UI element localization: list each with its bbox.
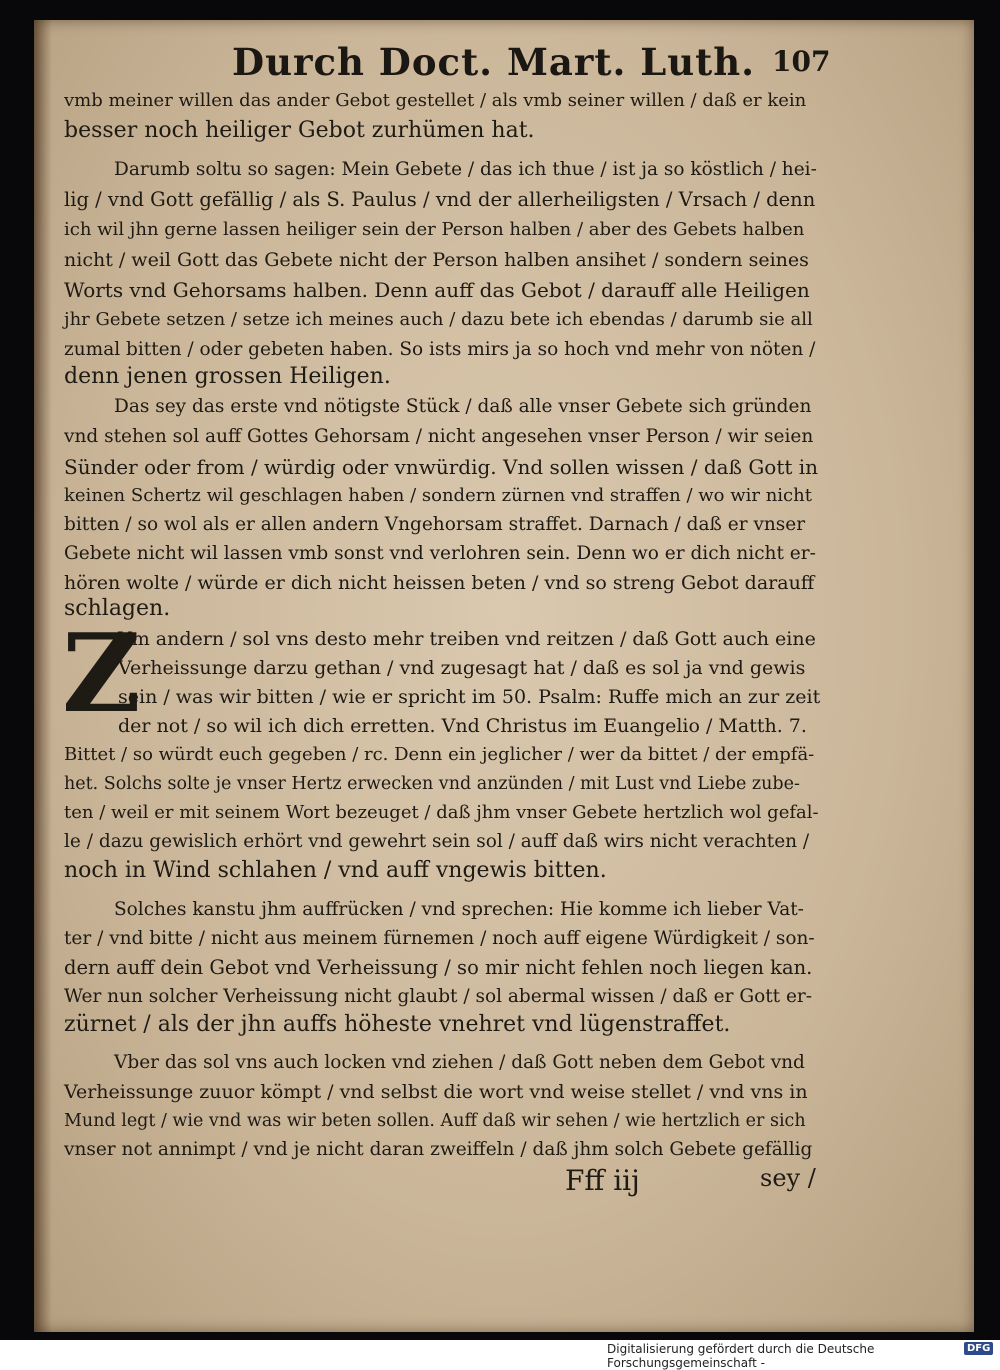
text-line: bitten / so wol als er allen andern Vngehorsam straffet. Darnach / daß er vnser: [64, 514, 806, 535]
text-line: Sünder oder from / würdig oder vnwürdig. Vnd sollen wissen / daß Gott in: [64, 455, 819, 479]
text-line: sein / was wir bitten / wie er spricht im 50. Psalm: Ruffe mich an zur zeit: [118, 686, 821, 708]
text-line: zumal bitten / oder gebeten haben. So ists mirs ja so hoch vnd mehr von nöten /: [64, 339, 816, 360]
text-line: nicht / weil Gott das Gebete nicht der Person halben ansihet / sondern seines: [64, 249, 809, 271]
dfg-logo-icon: DFG: [964, 1342, 993, 1355]
text-line: Das sey das erste vnd nötigste Stück / daß alle vnser Gebete sich gründen: [114, 396, 812, 417]
text-line: vmb meiner willen das ander Gebot gestellet / als vmb seiner willen / daß er kein: [64, 90, 807, 111]
text-line: vnd stehen sol auff Gottes Gehorsam / nicht angesehen vnser Person / wir seien: [64, 426, 814, 447]
text-line: zürnet / als der jhn auffs höheste vnehret vnd lügenstraffet.: [64, 1012, 731, 1037]
text-line: ten / weil er mit seinem Wort bezeuget / daß jhm vnser Gebete hertzlich wol gefal-: [64, 802, 819, 823]
text-line: noch in Wind schlahen / vnd auff vngewis bitten.: [64, 858, 607, 883]
text-line: Mund legt / wie vnd was wir beten sollen. Auff daß wir sehen / wie hertzlich er sich: [64, 1111, 806, 1131]
text-line: jhr Gebete setzen / setze ich meines auch / dazu bete ich ebendas / darumb sie all: [64, 309, 813, 330]
text-line: Vber das sol vns auch locken vnd ziehen / daß Gott neben dem Gebot vnd: [114, 1052, 805, 1073]
decorated-initial-letter: Z: [62, 611, 141, 737]
digitization-credit: Digitalisierung gefördert durch die Deutsche Forschungsgemeinschaft -: [607, 1342, 875, 1370]
text-line: ich wil jhn gerne lassen heiliger sein der Person halben / aber des Gebets halben: [64, 219, 805, 240]
text-line: denn jenen grossen Heiligen.: [64, 364, 391, 389]
text-line: keinen Schertz wil geschlagen haben / sondern zürnen vnd straffen / wo wir nicht: [64, 485, 812, 506]
text-line: schlagen.: [64, 596, 171, 621]
text-line: Darumb soltu so sagen: Mein Gebete / das ich thue / ist ja so köstlich / hei-: [114, 159, 817, 180]
text-line: Gebete nicht wil lassen vmb sonst vnd verlohren sein. Denn wo er dich nicht er-: [64, 543, 816, 564]
page-edge-shadow: [34, 20, 52, 1332]
text-line: Wer nun solcher Verheissung nicht glaubt / sol abermal wissen / daß er Gott er-: [64, 986, 813, 1007]
text-line: Solches kanstu jhm auffrücken / vnd sprechen: Hie komme ich lieber Vat-: [114, 899, 804, 920]
text-line: dern auff dein Gebot vnd Verheissung / so mir nicht fehlen noch liegen kan.: [64, 956, 813, 979]
signature-mark: Fff iij: [565, 1164, 640, 1197]
running-title: Durch Doct. Mart. Luth.: [232, 40, 756, 84]
catchword: sey /: [760, 1164, 816, 1192]
text-line: vnser not annimpt / vnd je nicht daran zweiffeln / daß jhm solch Gebete gefällig: [64, 1139, 813, 1160]
text-line: der not / so wil ich dich erretten. Vnd Christus im Euangelio / Matth. 7.: [118, 715, 807, 737]
text-line: ter / vnd bitte / nicht aus meinem fürnemen / noch auff eigene Würdigkeit / son-: [64, 928, 815, 949]
text-line: Bittet / so würdt euch gegeben / rc. Denn ein jeglicher / wer da bittet / der empfä-: [64, 744, 815, 765]
text-line: het. Solchs solte je vnser Hertz erwecken vnd anzünden / mit Lust vnd Liebe zube-: [64, 774, 800, 794]
page-number: 107: [772, 45, 831, 78]
text-line: hören wolte / würde er dich nicht heissen beten / vnd so streng Gebot darauff: [64, 572, 815, 594]
text-line: Worts vnd Gehorsams halben. Denn auff das Gebot / darauff alle Heiligen: [64, 278, 810, 302]
text-line: Vm andern / sol vns desto mehr treiben vnd reitzen / daß Gott auch eine: [118, 628, 816, 650]
text-line: lig / vnd Gott gefällig / als S. Paulus / vnd der allerheiligsten / Vrsach / denn: [64, 188, 816, 211]
text-line: Verheissunge darzu gethan / vnd zugesagt hat / daß es sol ja vnd gewis: [118, 657, 806, 679]
text-line: besser noch heiliger Gebot zurhümen hat.: [64, 118, 535, 143]
text-line: Verheissunge zuuor kömpt / vnd selbst die wort vnd weise stellet / vnd vns in: [64, 1081, 808, 1103]
text-line: le / dazu gewislich erhört vnd gewehrt sein sol / auff daß wirs nicht verachten /: [64, 831, 810, 852]
